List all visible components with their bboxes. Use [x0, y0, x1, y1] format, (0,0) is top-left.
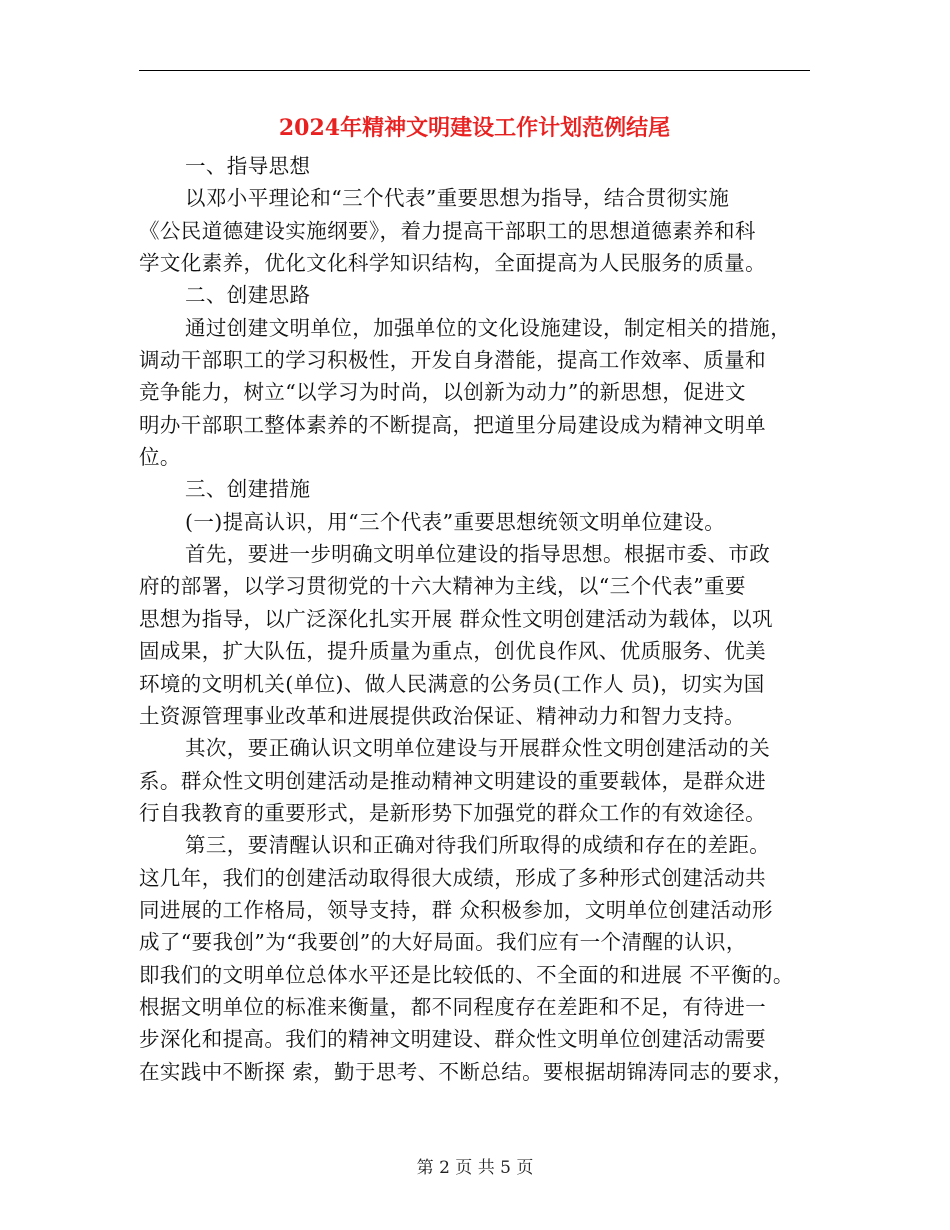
text-line: 一、指导思想: [185, 154, 311, 178]
text-line: 根据文明单位的标准来衡量，都不同程度存在差距和不足，有待进一: [139, 994, 766, 1019]
text-line: 成了“要我创”为“我要创”的大好局面。我们应有一个清醒的认识，: [139, 930, 747, 955]
text-line: 即我们的文明单位总体水平还是比较低的、不全面的和进展 不平衡的。: [139, 962, 794, 987]
document-title: 2024年精神文明建设工作计划范例结尾: [278, 115, 671, 141]
text-line: 其次，要正确认识文明单位建设与开展群众性文明创建活动的关: [185, 736, 771, 761]
text-line: 这几年，我们的创建活动取得很大成绩，形成了多种形式创建活动共: [139, 865, 766, 890]
text-line: 以邓小平理论和“三个代表”重要思想为指导，结合贯彻实施: [185, 186, 730, 211]
text-line: 二、创建思路: [185, 283, 311, 308]
text-line: 系。群众性文明创建活动是推动精神文明建设的重要载体，是群众进: [139, 768, 766, 793]
text-line: 第三，要清醒认识和正确对待我们所取得的成绩和存在的差距。: [185, 833, 771, 858]
text-line: 调动干部职工的学习积极性，开发自身潜能，提高工作效率、质量和: [139, 348, 766, 373]
text-line: (一)提高认识，用“三个代表”重要思想统领文明单位建设。: [185, 509, 726, 534]
text-line: 同进展的工作格局，领导支持，群 众积极参加，文明单位创建活动形: [139, 897, 773, 922]
page-footer: 第 2 页 共 5 页: [416, 1158, 534, 1178]
text-line: 学文化素养，优化文化科学知识结构，全面提高为人民服务的质量。: [139, 251, 766, 276]
text-line: 步深化和提高。我们的精神文明建设、群众性文明单位创建活动需要: [139, 1027, 766, 1052]
text-line: 行自我教育的重要形式，是新形势下加强党的群众工作的有效途径。: [139, 800, 766, 825]
text-line: 《公民道德建设实施纲要》，着力提高干部职工的思想道德素养和科: [139, 218, 756, 243]
document-body: [139, 150, 829, 1088]
text-line: 通过创建文明单位，加强单位的文化设施建设，制定相关的措施，: [185, 315, 792, 340]
text-line: 首先，要进一步明确文明单位建设的指导思想。根据市委、市政: [185, 542, 771, 567]
text-line: 在实践中不断探 索，勤于思考、不断总结。要根据胡锦涛同志的要求，: [139, 1059, 794, 1084]
text-line: 府的部署，以学习贯彻党的十六大精神为主线，以“三个代表”重要: [139, 574, 746, 599]
text-line: 明办干部职工整体素养的不断提高，把道里分局建设成为精神文明单: [139, 412, 766, 437]
text-line: 思想为指导，以广泛深化扎实开展 群众性文明创建活动为载体，以巩: [139, 606, 773, 631]
text-line: 环境的文明机关(单位)、做人民满意的公务员(工作人 员)，切实为国: [139, 671, 765, 696]
text-line: 位。: [139, 445, 181, 470]
text-line: 固成果，扩大队伍，提升质量为重点，创优良作风、优质服务、优美: [139, 639, 766, 664]
header-rule: [139, 70, 810, 71]
text-line: 土资源管理事业改革和进展提供政治保证、精神动力和智力支持。: [139, 703, 746, 728]
text-line: 竞争能力，树立“以学习为时尚，以创新为动力”的新思想，促进文: [139, 380, 746, 405]
text-line: 三、创建措施: [185, 477, 311, 502]
